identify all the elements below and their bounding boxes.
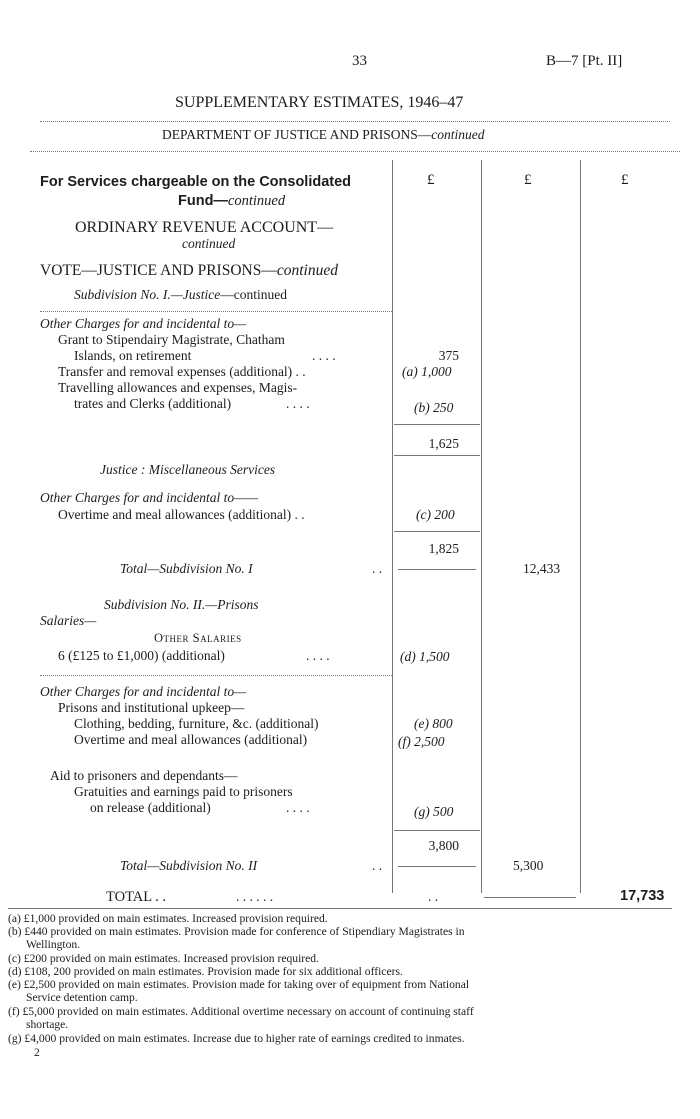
footnote-g: (g) £4,000 provided on main estimates. Increase due to higher rate of earnings credited to inmates. (8, 1032, 465, 1045)
gratuities-line-2: on release (additional) (90, 800, 211, 815)
grant-amount: 375 (438, 348, 459, 363)
salaries-line: 6 (£125 to £1,000) (additional) (58, 648, 225, 663)
account-heading: ORDINARY REVENUE ACCOUNT— (75, 219, 334, 236)
misc-services-heading: Justice : Miscellaneous Services (100, 462, 276, 477)
salaries-leader-dots: . . . . (306, 648, 330, 663)
grand-total-amount: 17,733 (620, 888, 665, 904)
grant-leader-dots: . . . . (312, 348, 336, 363)
footnote-a: (a) £1,000 provided on main estimates. Increased provision required. (8, 912, 328, 925)
prisons-upkeep-label: Prisons and institutional upkeep— (58, 700, 245, 715)
total-subdivision-1-dash (398, 569, 476, 570)
column-rule-1 (392, 160, 393, 893)
other-charges-label-1: Other Charges for and incidental to— (40, 316, 247, 331)
travel-leader-dots: . . . . (286, 396, 310, 411)
account-heading-cont: continued (182, 236, 236, 251)
footnote-d: (d) £108, 200 provided on main estimates. Provision made for six additional officers. (8, 965, 403, 978)
footnote-e-cont: Service detention camp. (26, 991, 138, 1004)
clothing-line: Clothing, bedding, furniture, &c. (additional) (74, 716, 319, 731)
services-heading: For Services chargeable on the Consolidated (40, 174, 352, 190)
footnotes-rule (8, 908, 672, 909)
footnote-b: (b) £440 provided on main estimates. Provision made for conference of Stipendiary Magistrates in (8, 925, 465, 938)
travel-line-2: trates and Clerks (additional) (74, 396, 232, 411)
column-rule-3 (580, 160, 581, 893)
subtotal-1825: 1,825 (428, 541, 459, 556)
footnote-b-cont: Wellington. (26, 938, 81, 951)
footnote-mark: 2 (34, 1046, 40, 1059)
total-subdivision-2-dots: . . (372, 858, 383, 873)
salaries-rule (40, 675, 392, 676)
travel-line-1: Travelling allowances and expenses, Magis- (58, 380, 298, 395)
other-salaries-heading: Other Salaries (154, 631, 242, 645)
subtotal-rule-2 (394, 455, 480, 456)
total-subdivision-2-amount: 5,300 (513, 858, 544, 873)
travel-amount: (b) 250 (414, 400, 454, 415)
page-title: SUPPLEMENTARY ESTIMATES, 1946–47 (175, 94, 464, 111)
transfer-line: Transfer and removal expenses (additional) . . (58, 364, 306, 379)
grant-line-1: Grant to Stipendairy Magistrate, Chatham (58, 332, 285, 347)
salaries-label: Salaries— (40, 613, 97, 628)
clothing-amount: (e) 800 (414, 716, 453, 731)
overtime-amount-2: (f) 2,500 (398, 734, 445, 749)
total-subdivision-2-dash (398, 866, 476, 867)
subtotal-rule-4 (394, 830, 480, 831)
total-subdivision-1-label: Total—Subdivision No. I (120, 561, 253, 576)
department-rule (30, 151, 680, 152)
column-header-1: £ (427, 172, 435, 188)
footnote-c: (c) £200 provided on main estimates. Increased provision required. (8, 952, 320, 965)
subtotal-1625: 1,625 (428, 436, 459, 451)
column-rule-2 (481, 160, 482, 893)
header-rule (40, 121, 670, 122)
gratuities-line-1: Gratuities and earnings paid to prisoners (74, 784, 293, 799)
document-reference: B—7 [Pt. II] (546, 53, 623, 69)
overtime-line-2: Overtime and meal allowances (additional) (74, 732, 308, 747)
page-number: 33 (352, 53, 367, 69)
total-subdivision-1-dots: . . (372, 561, 383, 576)
other-charges-label-2: Other Charges for and incidental to—— (40, 490, 259, 505)
grand-total-dots-col1: . . (428, 889, 439, 904)
grand-total-dots: . . . . . . (236, 889, 274, 904)
column-header-3: £ (621, 172, 629, 188)
vote-heading: VOTE—JUSTICE AND PRISONS—continued (40, 262, 338, 279)
overtime-line-1: Overtime and meal allowances (additional) . . (58, 507, 305, 522)
footnote-f: (f) £5,000 provided on main estimates. Additional overtime necessary on account of continuing staff (8, 1005, 474, 1018)
transfer-amount: (a) 1,000 (402, 364, 452, 379)
footnote-e: (e) £2,500 provided on main estimates. Provision made for taking over of equipment from National (8, 978, 470, 991)
gratuities-amount: (g) 500 (414, 804, 454, 819)
services-heading-cont: Fund—continued (178, 193, 286, 209)
salaries-amount: (d) 1,500 (400, 649, 450, 664)
grand-total-label: TOTAL . . (106, 889, 167, 905)
subtotal-rule-1 (394, 424, 480, 425)
total-subdivision-2-label: Total—Subdivision No. II (120, 858, 258, 873)
department-heading: DEPARTMENT OF JUSTICE AND PRISONS—continued (162, 127, 485, 142)
other-charges-label-3: Other Charges for and incidental to— (40, 684, 247, 699)
footnote-f-cont: shortage. (26, 1018, 69, 1031)
section-rule (40, 311, 392, 312)
subdivision-2-heading: Subdivision No. II.—Prisons (104, 597, 259, 612)
subtotal-3800: 3,800 (428, 838, 459, 853)
overtime-amount-1: (c) 200 (416, 507, 455, 522)
gratuities-leader-dots: . . . . (286, 800, 310, 815)
grand-total-dash (484, 897, 576, 898)
aid-label: Aid to prisoners and dependants— (50, 768, 238, 783)
subtotal-rule-3 (394, 531, 480, 532)
grant-line-2: Islands, on retirement (74, 348, 192, 363)
total-subdivision-1-amount: 12,433 (523, 561, 561, 576)
subdivision-1-heading: Subdivision No. I.—Justice—continued (74, 287, 287, 302)
column-header-2: £ (524, 172, 532, 188)
